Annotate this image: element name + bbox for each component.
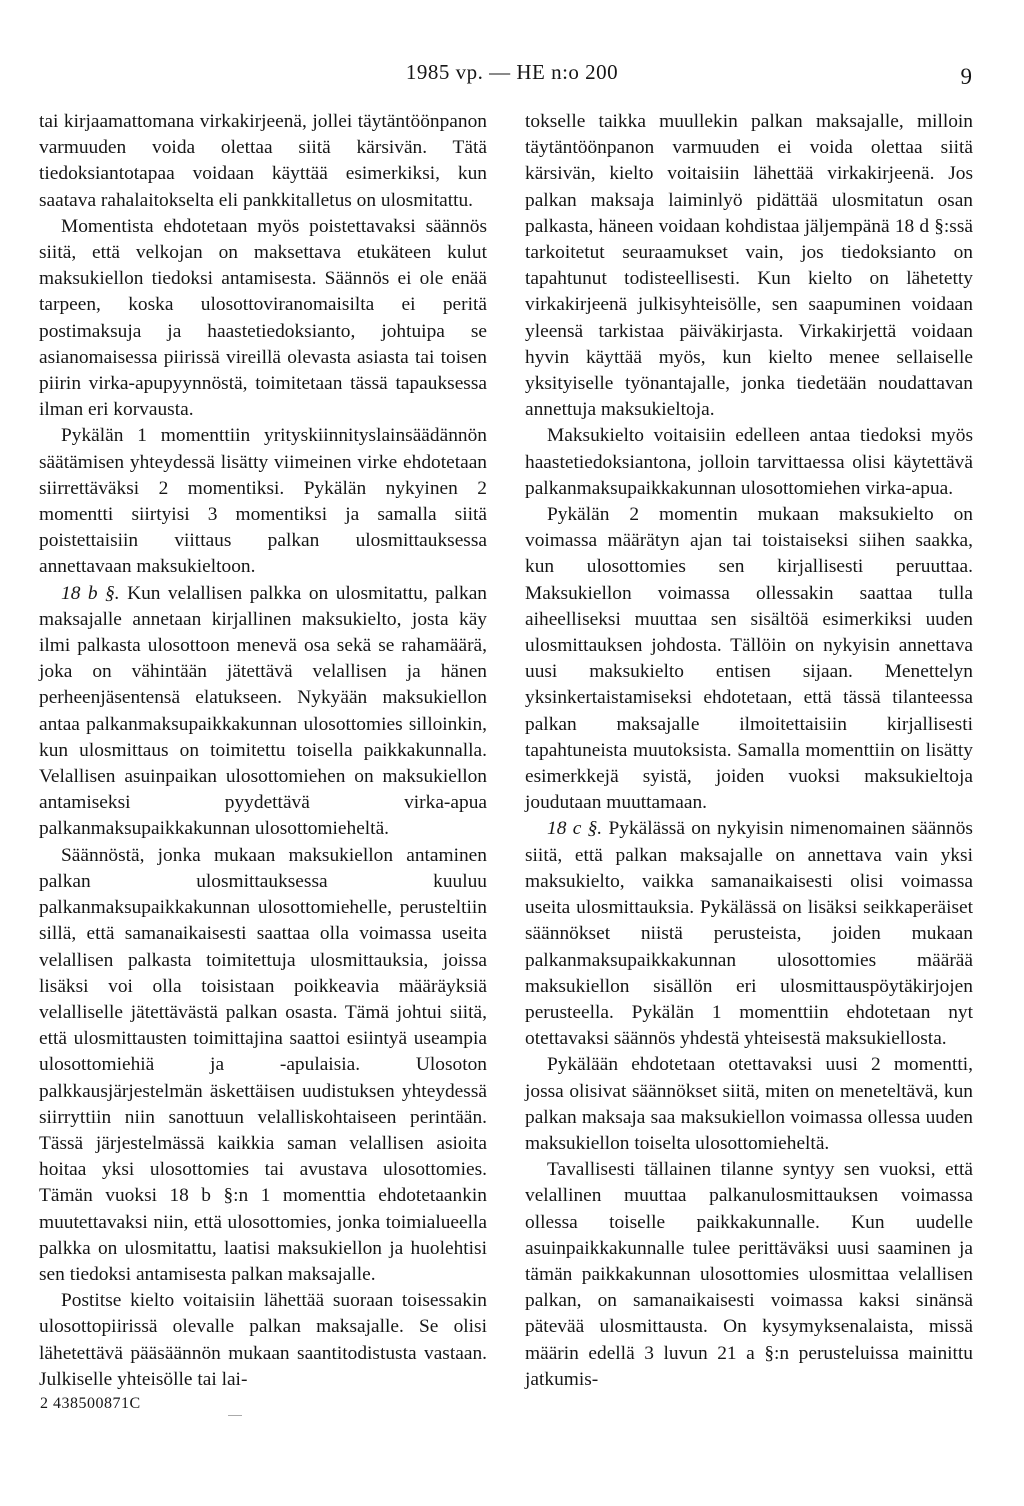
paragraph: Pykälään ehdotetaan otettavaksi uusi 2 momentti, jossa olisivat säännökset siitä, miten on meneteltävä, kun palkan maksaja saa maksukiellon voimassa ollessa uuden maksukiellon toiselta ulosottomieheltä. xyxy=(525,1054,973,1154)
paragraph: Maksukielto voitaisiin edelleen antaa tiedoksi myös haastetiedoksiantona, jolloin tarvittaessa olisi käytettävä palkanmaksupaikkakunnan ulosottomiehen virka-apua. xyxy=(525,425,973,499)
left-column xyxy=(39,109,487,1393)
running-head: 1985 vp. — HE n:o 200 xyxy=(405,60,619,84)
paragraph xyxy=(525,816,973,1052)
paragraph-text: Kun velallisen palkka on ulosmitattu, palkan maksajalle annetaan kirjallinen maksukielto, josta käy ilmi palkasta ulosottoon menevä osa sekä se rahamäärä, joka on vähintään jätettävä velallisen ja hänen perheenjäsentensä elatukseen. Nykyään maksukiellon antaa palkanmaksupaikkakunnan ulosottomies silloinkin, kun ulosmittaus on toimitettu toisella paikkakunnalla. Velallisen asuinpaikan ulosottomiehen on maksukiellon antamiseksi pyydettävä virka-apua palkanmaksupaikkakunnan ulosottomieheltä. xyxy=(39,582,487,840)
footer-code: 2 438500871C xyxy=(40,1395,141,1412)
right-column xyxy=(525,109,973,1393)
page-number: 9 xyxy=(960,64,972,89)
paragraph xyxy=(39,581,487,843)
paragraph: Säännöstä, jonka mukaan maksukiellon antaminen palkan ulosmittauksessa kuuluu palkanmaksupaikkakunnan ulosottomiehelle, perusteltiin sillä, että samanaikaisesti saattaa olla voimassa useita velallisen palkasta toimitettuja ulosmittauksia, joissa lisäksi voi olla toisistaan poikkeavia määräyksiä velalliselle jätettävästä palkan osasta. Tämä johtui siitä, että ulosmittausten toimittajina saattoi esiintyä useampia ulosottomiehiä ja -apulaisia. Ulosoton palkkausjärjestelmän äskettäisen uudistuksen yhteydessä siirryttiin niin sanottuun velalliskohtaiseen perintään. Tässä järjestelmässä kaikkia saman velallisen asioita hoitaa yksi ulosottomies tai avustava ulosottomies. Tämän vuoksi 18 b §:n 1 momenttia ehdotetaankin muutettavaksi niin, että ulosottomies, jonka toimialueella palkka on ulosmitattu, laatisi maksukiellon ja huolehtisi sen tiedoksi antamisesta palkan maksajalle. xyxy=(39,844,487,1285)
paragraph: Postitse kielto voitaisiin lähettää suoraan toisessakin ulosottopiirissä olevalle palkan maksajalle. Se olisi lähetettävä pääsäännön mukaan saantitodistusta vastaan. Julkiselle yhteisölle tai lai- xyxy=(39,1290,487,1390)
section-heading-18c: 18 c §. xyxy=(547,818,603,840)
paragraph: tokselle taikka muullekin palkan maksajalle, milloin täytäntöönpanon varmuuden ei voida olettaa siitä kärsivän, kielto voitaisiin lähettää virkakirjeenä. Jos palkan maksaja laiminlyö pidättää ulosmitatun osan palkasta, häneen voidaan kohdistaa jäljempänä 18 d §:ssä tarkoitetut seuraamukset vain, jos tiedoksianto on tapahtunut todisteellisesti. Kun kielto on lähetetty virkakirjeenä julkisyhteisölle, sen saapuminen voidaan yleensä tarkistaa päiväkirjasta. Virkakirjettä voidaan hyvin käyttää myös, kun kielto menee sellaiselle yksityiselle työnantajalle, jonka tiedetään noudattavan annettuja maksukieltoja. xyxy=(525,111,973,421)
paragraph: Pykälän 2 momentin mukaan maksukielto on voimassa määrätyn ajan tai toistaiseksi siihen saakka, kun ulosottomies sen kirjallisesti peruuttaa. Maksukiellon voimassa ollessakin saattaa tulla aiheelliseksi muuttaa sen sisältöä esimerkiksi uuden ulosmittauksen johdosta. Tällöin on nykyisin annettava uusi maksukielto entisen sijaan. Menettelyn yksinkertaistamiseksi ehdotetaan, että tässä tilanteessa palkan maksajalle ilmoitettaisiin kirjallisesti tapahtuneista muutoksista. Samalla momenttiin on lisätty esimerkkejä syistä, joiden vuoksi maksukieltoja joudutaan muuttamaan. xyxy=(525,504,973,814)
paragraph: Tavallisesti tällainen tilanne syntyy sen vuoksi, että velallinen muuttaa palkanulosmittauksen voimassa ollessa toiselle paikkakunnalle. Kun uudelle asuinpaikkakunnalle tulee perittäväksi uusi saaminen ja tämän paikkakunnan ulosottomies ulosmittaa velallisen palkan, on samanaikaisesti voimassa kaksi sinänsä pätevää ulosmittausta. On kysymyksenalaista, missä määrin edellä 3 luvun 21 a §:n perusteluissa mainittu jatkumis- xyxy=(525,1159,973,1390)
paragraph-text: Pykälässä on nykyisin nimenomainen säännös siitä, että palkan maksajalle on annettava vain yksi maksukielto, vaikka samanaikaisesti olisi voimassa useita ulosmittauksia. Pykälässä on lisäksi seikkaperäiset säännökset niistä perusteista, joiden mukaan palkanmaksupaikkakunnan ulosottomies määrää maksukiellon sisällön eri ulosmittauspöytäkirjojen perusteella. Pykälän 1 momenttiin ehdotetaan nyt otettavaksi säännös yhdestä yhteisestä maksukiellosta. xyxy=(525,818,973,1050)
footer-divider xyxy=(228,1415,242,1416)
paragraph: Pykälän 1 momenttiin yrityskiinnityslainsäädännön säätämisen yhteydessä lisätty viimeinen virke ehdotetaan siirrettäväksi 2 momentiksi. Pykälän nykyinen 2 momentti siirtyisi 3 momentiksi ja samalla siitä poistettaisiin viittaus palkan ulosmittauksessa annettavaan maksukieltoon. xyxy=(39,425,487,578)
paragraph: tai kirjaamattomana virkakirjeenä, jollei täytäntöönpanon varmuuden voida olettaa siitä kärsivän. Tätä tiedoksiantotapaa voidaan käyttää esimerkiksi, kun saatava rahalaitokselta eli pankkitalletus on ulosmitattu. xyxy=(39,111,487,211)
section-heading-18b: 18 b §. xyxy=(61,582,120,604)
paragraph: Momentista ehdotetaan myös poistettavaksi säännös siitä, että velkojan on maksettava etukäteen kulut maksukiellon tiedoksi antamisesta. Säännös ei ole enää tarpeen, koska ulosottoviranomaisilta ei peritä postimaksuja ja haastetiedoksianto, johtuipa se asianomaisessa piirissä vireillä olevasta asiasta tai toisen piirin virka-apupyynnöstä, toimitetaan tässä tapauksessa ilman eri korvausta. xyxy=(39,215,487,421)
